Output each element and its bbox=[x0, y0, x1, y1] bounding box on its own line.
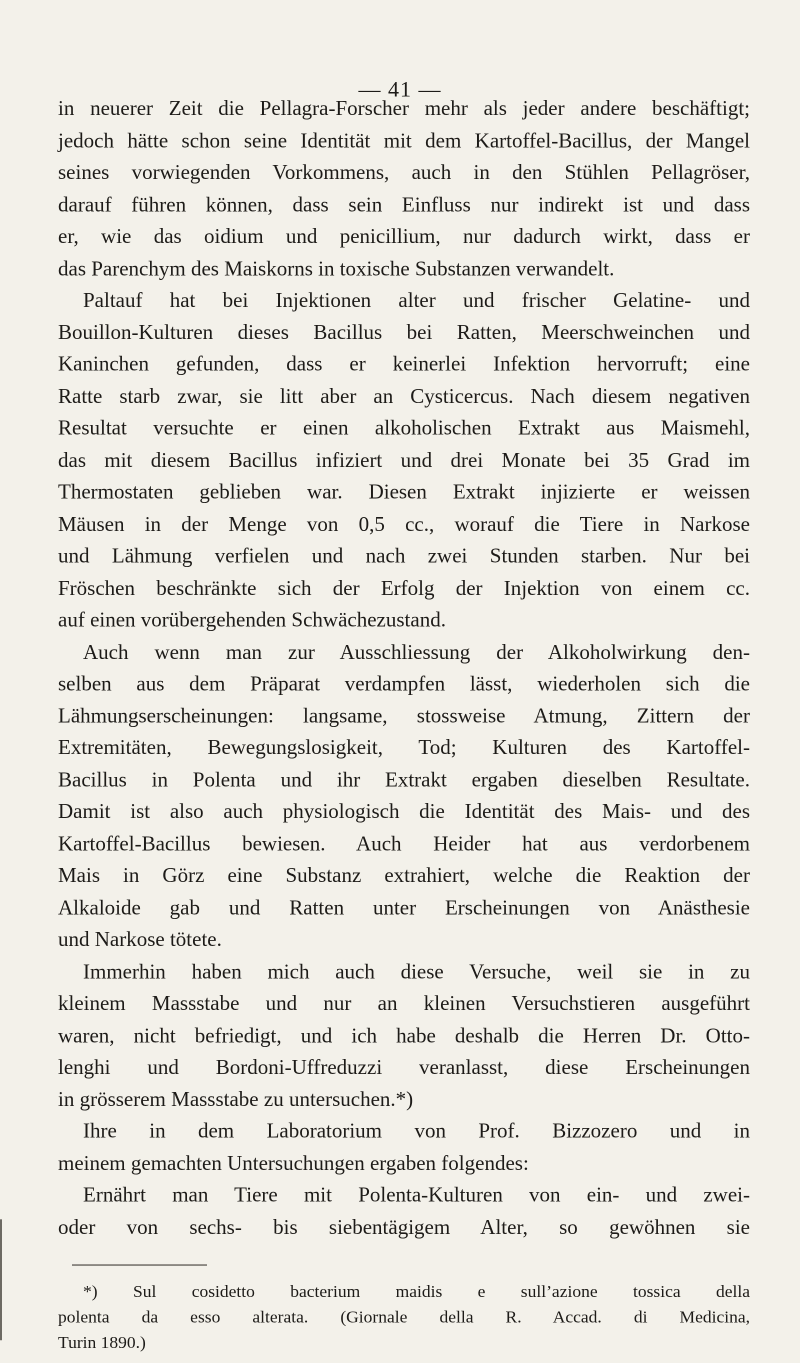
text-line: er, wie das oidium und penicillium, nur dadurch wirkt, dass er bbox=[58, 224, 750, 248]
page-edge-shadow bbox=[0, 1219, 2, 1340]
footnote-line: *) Sul cosidetto bacterium maidis e sull’azione tossica della bbox=[83, 1281, 750, 1301]
text-line: Paltauf hat bei Injektionen alter und frischer Gelatine- und bbox=[83, 288, 750, 312]
text-line: in neuerer Zeit die Pellagra-Forscher mehr als jeder andere beschäftigt; bbox=[58, 96, 750, 120]
text-line: seines vorwiegenden Vorkommens, auch in den Stühlen Pellagröser, bbox=[58, 160, 750, 184]
text-line: Bouillon-Kulturen dieses Bacillus bei Ratten, Meerschweinchen und bbox=[58, 320, 750, 344]
text-line: Resultat versuchte er einen alkoholischen Extrakt aus Maismehl, bbox=[58, 415, 750, 440]
text-line: Extremitäten, Bewegungslosigkeit, Tod; Kulturen des Kartoffel- bbox=[58, 735, 750, 760]
text-line: Kartoffel-Bacillus bewiesen. Auch Heider hat aus verdorbenem bbox=[58, 831, 750, 855]
text-line: und Lähmung verfielen und nach zwei Stunden starben. Nur bei bbox=[58, 543, 750, 568]
text-line: selben aus dem Präparat verdampfen lässt, wiederholen sich die bbox=[58, 671, 750, 696]
text-line: Mäusen in der Menge von 0,5 cc., worauf die Tiere in Narkose bbox=[58, 511, 750, 536]
text-line: Immerhin haben mich auch diese Versuche, weil sie in zu bbox=[83, 959, 750, 983]
text-line: kleinem Massstabe und nur an kleinen Versuchstieren ausgeführt bbox=[58, 991, 750, 1015]
text-line: Fröschen beschränkte sich der Erfolg der Injektion von einem cc. bbox=[58, 575, 750, 600]
text-line: in grösserem Massstabe zu untersuchen.*) bbox=[58, 1087, 414, 1111]
footnote-line: Turin 1890.) bbox=[58, 1332, 146, 1353]
text-line: Ratte starb zwar, sie litt aber an Cysticercus. Nach diesem negativen bbox=[58, 383, 750, 408]
text-line: oder von sechs- bis siebentägigem Alter, so gewöhnen sie bbox=[58, 1214, 750, 1239]
text-line: Lähmungserscheinungen: langsame, stossweise Atmung, Zittern der bbox=[58, 703, 750, 728]
text-line: Alkaloide gab und Ratten unter Erscheinungen von Anästhesie bbox=[58, 895, 750, 919]
text-line: Ihre in dem Laboratorium von Prof. Bizzozero und in bbox=[83, 1119, 750, 1143]
text-line: Ernährt man Tiere mit Polenta-Kulturen von ein- und zwei- bbox=[83, 1182, 750, 1207]
footnote-line: polenta da esso alterata. (Giornale della R. Accad. di Medicina, bbox=[58, 1306, 750, 1327]
footnote-divider bbox=[72, 1265, 207, 1266]
text-line: darauf führen können, dass sein Einfluss nur indirekt ist und dass bbox=[58, 192, 750, 216]
text-line: waren, nicht befriedigt, und ich habe deshalb die Herren Dr. Otto- bbox=[58, 1023, 750, 1047]
text-line: Mais in Görz eine Substanz extrahiert, welche die Reaktion der bbox=[58, 863, 750, 887]
text-line: lenghi und Bordoni-Uffreduzzi veranlasst, diese Erscheinungen bbox=[58, 1055, 750, 1079]
text-line: Kaninchen gefunden, dass er keinerlei Infektion hervorruft; eine bbox=[58, 352, 750, 376]
text-line: jedoch hätte schon seine Identität mit dem Kartoffel-Bacillus, der Mangel bbox=[58, 128, 750, 152]
body-text bbox=[58, 92, 750, 1242]
text-line: Auch wenn man zur Ausschliessung der Alkoholwirkung den- bbox=[83, 639, 750, 664]
text-line: auf einen vorübergehenden Schwächezustand. bbox=[58, 607, 446, 632]
text-line: das Parenchym des Maiskorns in toxische Substanzen verwandelt. bbox=[58, 256, 615, 280]
text-line: Damit ist also auch physiologisch die Identität des Mais- und des bbox=[58, 799, 750, 824]
text-line: und Narkose tötete. bbox=[58, 927, 222, 951]
footnote-block bbox=[58, 1278, 750, 1355]
text-line: Thermostaten geblieben war. Diesen Extrakt injizierte er weissen bbox=[58, 479, 750, 504]
page-number: — 41 — bbox=[358, 76, 442, 102]
text-line: das mit diesem Bacillus infiziert und drei Monate bei 35 Grad im bbox=[58, 447, 750, 472]
text-line: Bacillus in Polenta und ihr Extrakt ergaben dieselben Resultate. bbox=[58, 767, 750, 792]
text-line: meinem gemachten Untersuchungen ergaben folgendes: bbox=[58, 1150, 529, 1175]
